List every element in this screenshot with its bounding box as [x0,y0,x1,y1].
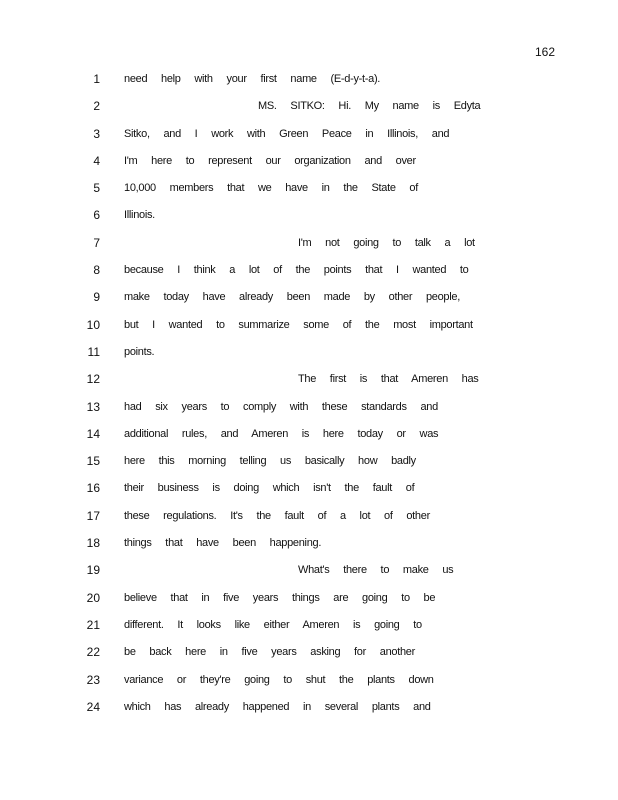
line-number: 17 [86,508,100,523]
line-text: believe that in five years things are going to be [124,591,436,604]
line-text: things that have been happening. [124,537,322,550]
transcript-body [0,71,618,726]
transcript-line [0,317,618,344]
line-number: 12 [86,372,100,387]
transcript-line [0,480,618,507]
line-number: 19 [86,563,100,578]
line-text: different. It looks like either Ameren is going to [124,618,422,631]
transcript-line [0,262,618,289]
line-number: 20 [86,590,100,605]
line-text: Illinois. [124,209,155,222]
line-number: 3 [93,126,100,141]
line-text: because I think a lot of the points that I wanted to [124,264,469,277]
line-text: which has already happened in several plants and [124,700,431,713]
line-number: 10 [86,317,100,332]
line-number: 13 [86,399,100,414]
transcript-line [0,535,618,562]
line-number: 18 [86,536,100,551]
transcript-line [0,644,618,671]
transcript-line [0,562,618,589]
line-text: What's there to make us [298,564,454,577]
line-number: 2 [93,99,100,114]
transcript-line [0,71,618,98]
line-number: 11 [87,344,100,359]
line-text: I'm not going to talk a lot [298,236,475,249]
line-number: 5 [93,181,100,196]
line-number: 8 [93,263,100,278]
line-number: 23 [86,672,100,687]
transcript-line [0,126,618,153]
transcript-line [0,426,618,453]
line-text: here this morning telling us basically how badly [124,455,416,468]
line-number: 7 [93,235,100,250]
line-text: but I wanted to summarize some of the most important [124,318,473,331]
line-number: 1 [93,72,100,86]
transcript-line [0,289,618,316]
transcript-line [0,180,618,207]
transcript-line [0,207,618,234]
transcript-line [0,672,618,699]
line-number: 9 [93,290,100,305]
line-number: 15 [86,454,100,469]
transcript-line [0,98,618,125]
line-number: 24 [86,699,100,714]
line-text: MS. SITKO: Hi. My name is Edyta [258,100,481,113]
transcript-line [0,508,618,535]
line-text: variance or they're going to shut the plants down [124,673,434,686]
line-number: 14 [86,426,100,441]
transcript-line [0,344,618,371]
line-text: Sitko, and I work with Green Peace in Illinois, and [124,127,450,140]
line-number: 22 [86,645,100,660]
line-text: be back here in five years asking for another [124,646,415,659]
transcript-line [0,399,618,426]
line-text: I'm here to represent our organization and over [124,154,416,167]
transcript-line [0,617,618,644]
page-number: 162 [534,45,555,59]
line-text: make today have already been made by other people, [124,291,460,304]
line-number: 4 [93,153,100,168]
line-text: had six years to comply with these standards and [124,400,438,413]
line-number: 16 [86,481,100,496]
transcript-line [0,453,618,480]
line-text: their business is doing which isn't the fault of [124,482,415,495]
line-text: The first is that Ameren has [298,373,479,386]
transcript-line [0,699,618,726]
transcript-line [0,153,618,180]
line-text: these regulations. It's the fault of a lot of other [124,509,430,522]
transcript-line [0,371,618,398]
transcript-line [0,235,618,262]
line-number: 6 [93,208,100,223]
line-text: points. [124,345,155,358]
line-text: 10,000 members that we have in the State of [124,182,419,195]
line-number: 21 [86,617,100,632]
line-text: need help with your first name (E-d-y-t-a). [124,73,381,85]
transcript-line [0,590,618,617]
line-text: additional rules, and Ameren is here today or was [124,427,439,440]
